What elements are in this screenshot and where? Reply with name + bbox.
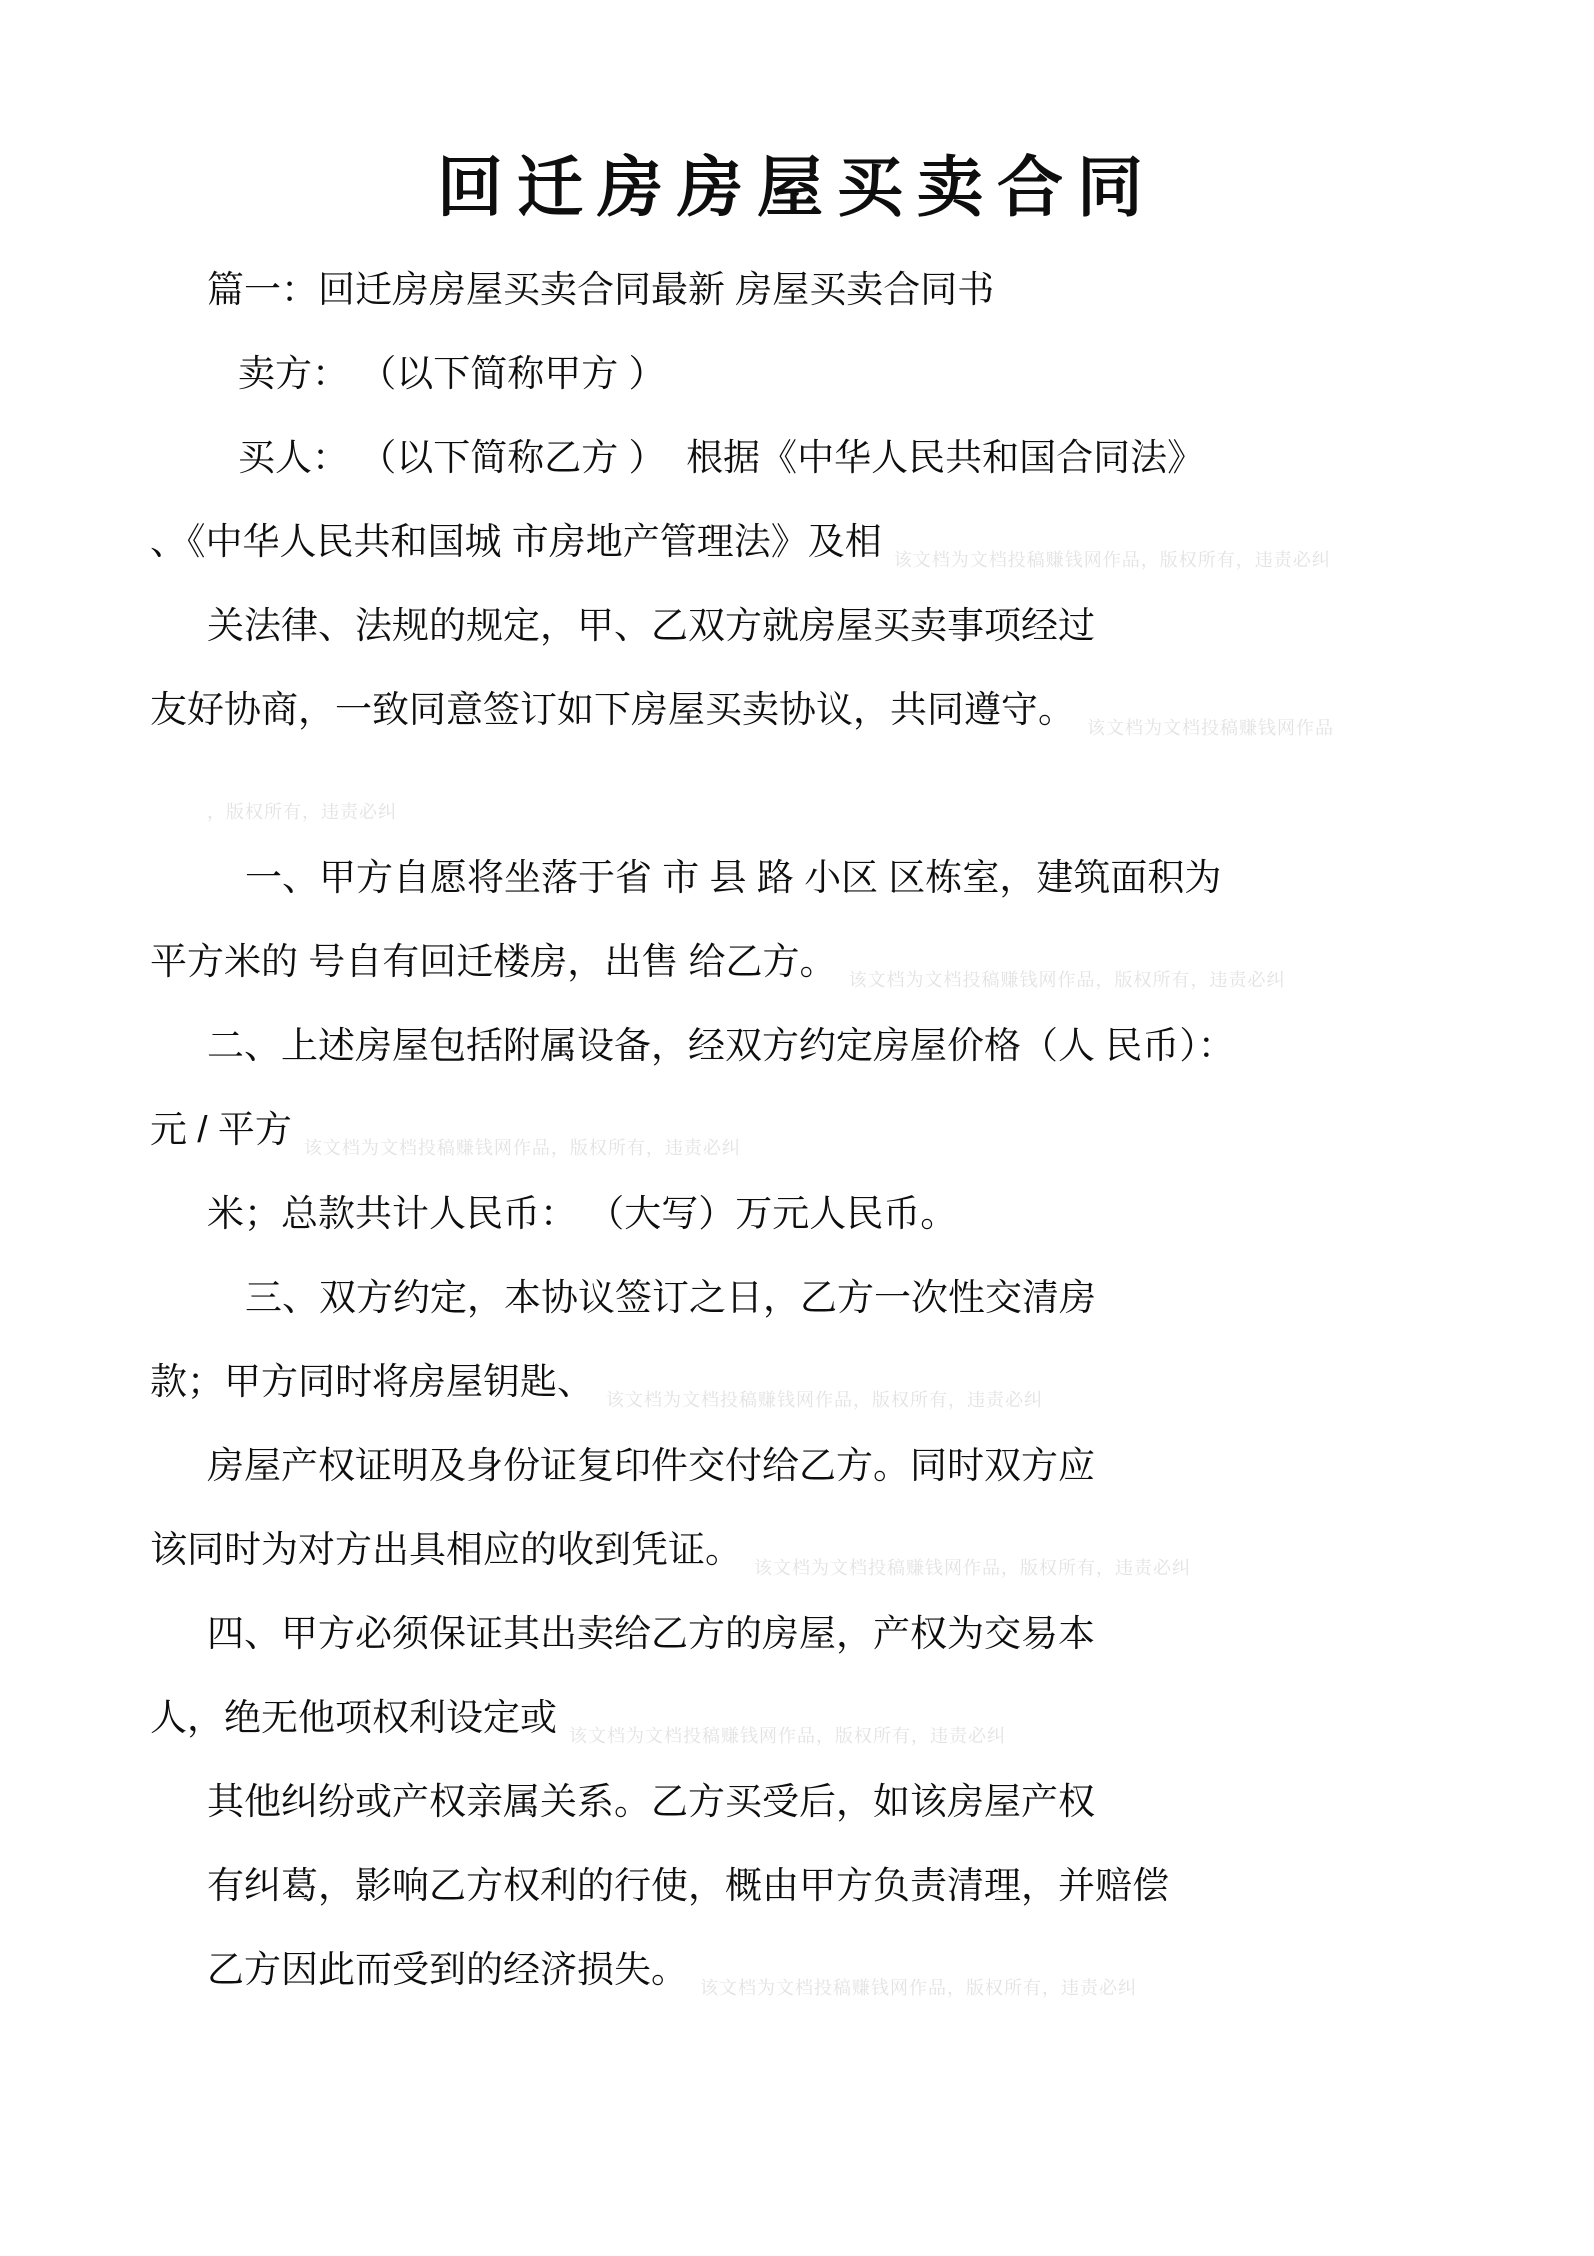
doc-line <box>150 1003 1474 1087</box>
doc-line <box>150 415 1474 499</box>
line-text: 篇一：回迁房房屋买卖合同最新 房屋买卖合同书 <box>207 268 995 310</box>
doc-line <box>150 1843 1474 1927</box>
line-text: 四、甲方必须保证其出卖给乙方的房屋，产权为交易本 <box>207 1612 1095 1654</box>
line-text: 乙方因此而受到的经济损失。 <box>207 1948 688 1990</box>
line-text: 平方米的 号自有回迁楼房，出售 给乙方。 <box>150 940 837 982</box>
doc-line <box>150 583 1474 667</box>
line-text: 有纠葛，影响乙方权利的行使，概由甲方负责清理，并赔偿 <box>207 1864 1169 1906</box>
watermark-text: 该文档为文档投稿赚钱网作品，版权所有，违责必纠 <box>700 1978 1137 1999</box>
watermark-text: 该文档为文档投稿赚钱网作品，版权所有，违责必纠 <box>893 550 1331 571</box>
doc-line <box>150 1591 1474 1675</box>
line-text: 其他纠纷或产权亲属关系。乙方买受后，如该房屋产权 <box>207 1780 1095 1822</box>
doc-line <box>150 1759 1474 1843</box>
watermark-text: 该文档为文档投稿赚钱网作品，版权所有，违责必纠 <box>303 1138 741 1159</box>
doc-line <box>150 919 1474 1003</box>
line-text: 关法律、法规的规定，甲、乙双方就房屋买卖事项经过 <box>207 604 1095 646</box>
line-text: 人，绝无他项权利设定或 <box>150 1696 557 1738</box>
document-body <box>0 247 1594 2011</box>
line-text: 、《中华人民共和国城 市房地产管理法》及相 <box>150 520 882 562</box>
doc-line <box>150 1255 1474 1339</box>
watermark-text: 该文档为文档投稿赚钱网作品 <box>1087 718 1334 739</box>
doc-line <box>150 1339 1474 1423</box>
document-title: 回迁房房屋买卖合同 <box>437 150 1157 224</box>
doc-line <box>150 1927 1474 2011</box>
doc-line <box>150 499 1474 583</box>
line-text: 元 / 平方 <box>150 1108 292 1150</box>
line-text: 米；总款共计人民币： （大写）万元人民币。 <box>207 1192 958 1234</box>
doc-line <box>150 1423 1474 1507</box>
watermark-text: 该文档为文档投稿赚钱网作品，版权所有，违责必纠 <box>754 1558 1191 1579</box>
watermark-text: 该文档为文档投稿赚钱网作品，版权所有，违责必纠 <box>606 1390 1043 1411</box>
doc-line <box>150 1675 1474 1759</box>
line-text: 卖方： （以下简称甲方 ） <box>238 352 666 394</box>
line-text: 房屋产权证明及身份证复印件交付给乙方。同时双方应 <box>207 1444 1095 1486</box>
doc-line <box>150 331 1474 415</box>
doc-line <box>150 1171 1474 1255</box>
doc-line <box>150 667 1474 751</box>
line-text: 该同时为对方出具相应的收到凭证。 <box>150 1528 742 1570</box>
watermark-text: 该文档为文档投稿赚钱网作品，版权所有，违责必纠 <box>848 970 1286 991</box>
doc-line <box>150 1507 1474 1591</box>
line-text: 友好协商，一致同意签订如下房屋买卖协议，共同遵守。 <box>150 688 1075 730</box>
doc-line <box>150 835 1474 919</box>
watermark-text: 该文档为文档投稿赚钱网作品，版权所有，违责必纠 <box>569 1726 1006 1747</box>
doc-line <box>150 247 1474 331</box>
doc-line <box>150 751 1474 835</box>
line-text: 一、甲方自愿将坐落于省 市 县 路 小区 区栋室，建筑面积为 <box>245 856 1222 898</box>
watermark-text: ，版权所有，违责必纠 <box>207 802 397 823</box>
line-text: 款；甲方同时将房屋钥匙、 <box>150 1360 594 1402</box>
line-text: 二、上述房屋包括附属设备，经双方约定房屋价格（人 民币）： <box>207 1024 1235 1066</box>
line-text: 买人： （以下简称乙方 ） 根据《中华人民共和国合同法》 <box>238 436 1205 478</box>
line-text: 三、双方约定，本协议签订之日，乙方一次性交清房 <box>245 1276 1096 1318</box>
doc-line <box>150 1087 1474 1171</box>
